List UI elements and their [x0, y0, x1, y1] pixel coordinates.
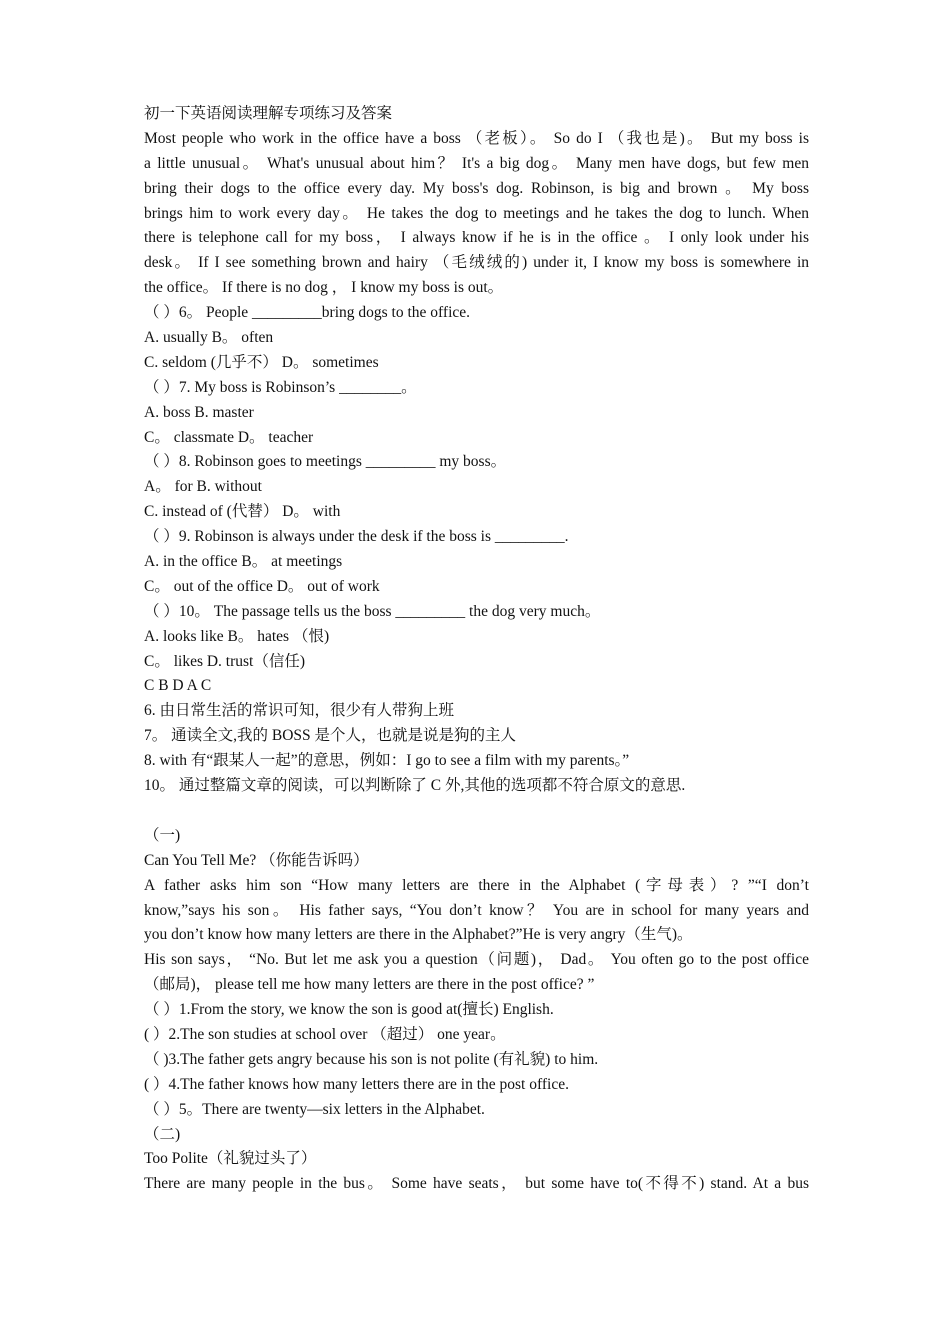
option-line: A. looks like B。 hates （恨): [144, 627, 330, 645]
document-page: [144, 102, 809, 1197]
question-line: （ ）10。 The passage tells us the boss _________ the dog very much。: [144, 602, 601, 620]
option-line: C。 likes D. trust（信任): [144, 652, 306, 670]
option-line: C。 out of the office D。 out of work: [144, 577, 380, 595]
question-line: （ ）6。 People _________bring dogs to the office.: [144, 304, 471, 322]
question-line: （ ）1.From the story, we know the son is good at(擅长) English.: [144, 1001, 554, 1019]
section-label: （二): [144, 1125, 181, 1143]
paragraph-line: His son says， “No. But let me ask you a question（问题)， Dad。 You often go to the post office: [144, 951, 809, 969]
paragraph-line: know,”says his son。 His father says, “You don’t know？ You are in school for many years and: [144, 901, 809, 919]
paragraph-line: the office。 If there is no dog ， I know my boss is out。: [144, 279, 504, 297]
paragraph-line: there is telephone call for my boss， I always know if he is in the office 。 I only look under his: [144, 229, 809, 247]
explanation-line: 6. 由日常生活的常识可知，很少有人带狗上班: [144, 702, 455, 720]
questions-and-answers: [144, 301, 809, 799]
option-line: C。 classmate D。 teacher: [144, 428, 314, 446]
true-false-questions: [144, 998, 809, 1122]
answer-key: C B D A C: [144, 677, 212, 695]
option-line: A. in the office B。 at meetings: [144, 553, 343, 571]
explanation-line: 8. with 有“跟某人一起”的意思，例如：I go to see a film with my parents。”: [144, 752, 630, 770]
paragraph-line: Most people who work in the office have a boss （老板）。 So do I （我也是)。 But my boss is: [144, 129, 809, 147]
paragraph-line: a little unusual。 What's unusual about him？ It's a big dog。 Many men have dogs, but few men: [144, 154, 809, 172]
paragraph-line: bring their dogs to the office every day. My boss's dog. Robinson, is big and brown 。 My boss: [144, 179, 809, 197]
section-label: （一): [144, 826, 181, 844]
document-title: 初一下英语阅读理解专项练习及答案: [144, 105, 393, 122]
story-title: Can You Tell Me? （你能告诉吗）: [144, 851, 369, 869]
option-line: A. usually B。 often: [144, 329, 274, 347]
spacer: [144, 799, 809, 824]
question-line: （ )3.The father gets angry because his son is not polite (有礼貌) to him.: [144, 1050, 599, 1068]
passage-alphabet: [144, 874, 809, 998]
explanation-line: 10。 通过整篇文章的阅读，可以判断除了 C 外,其他的选项都不符合原文的意思.: [144, 777, 686, 795]
paragraph-line: A father asks him son “How many letters are there in the Alphabet (字母表）? ”“I don’t: [144, 876, 809, 894]
option-line: A。 for B. without: [144, 478, 262, 496]
question-line: （ ）9. Robinson is always under the desk if the boss is _________.: [144, 528, 569, 546]
option-line: C. instead of (代替） D。 with: [144, 503, 341, 521]
paragraph-line: desk。 If I see something brown and hairy （毛绒绒的) under it, I know my boss is somewhere in: [144, 254, 809, 272]
option-line: C. seldom (几乎不） D。 sometimes: [144, 353, 379, 371]
paragraph-line: （邮局)， please tell me how many letters are there in the post office? ”: [144, 976, 595, 994]
question-line: ( ）4.The father knows how many letters there are in the post office.: [144, 1075, 569, 1093]
paragraph-line: There are many people in the bus。 Some have seats， but some have to(不得不) stand. At a bus: [144, 1175, 809, 1193]
paragraph-line: you don’t know how many letters are there in the Alphabet?”He is very angry（生气)。: [144, 926, 693, 944]
option-line: A. boss B. master: [144, 403, 254, 421]
explanation-line: 7。 通读全文,我的 BOSS 是个人，也就是说是狗的主人: [144, 727, 517, 745]
passage-boss-dog: [144, 127, 809, 301]
question-line: （ ）7. My boss is Robinson’s ________。: [144, 378, 417, 396]
question-line: ( ）2.The son studies at school over （超过） one year。: [144, 1025, 506, 1043]
story-title: Too Polite（礼貌过头了）: [144, 1150, 317, 1168]
paragraph-line: brings him to work every day。 He takes the dog to meetings and he takes the dog to lunch. When: [144, 204, 809, 222]
question-line: （ ）8. Robinson goes to meetings _________ my boss。: [144, 453, 507, 471]
question-line: （ ）5。There are twenty—six letters in the Alphabet.: [144, 1100, 485, 1118]
